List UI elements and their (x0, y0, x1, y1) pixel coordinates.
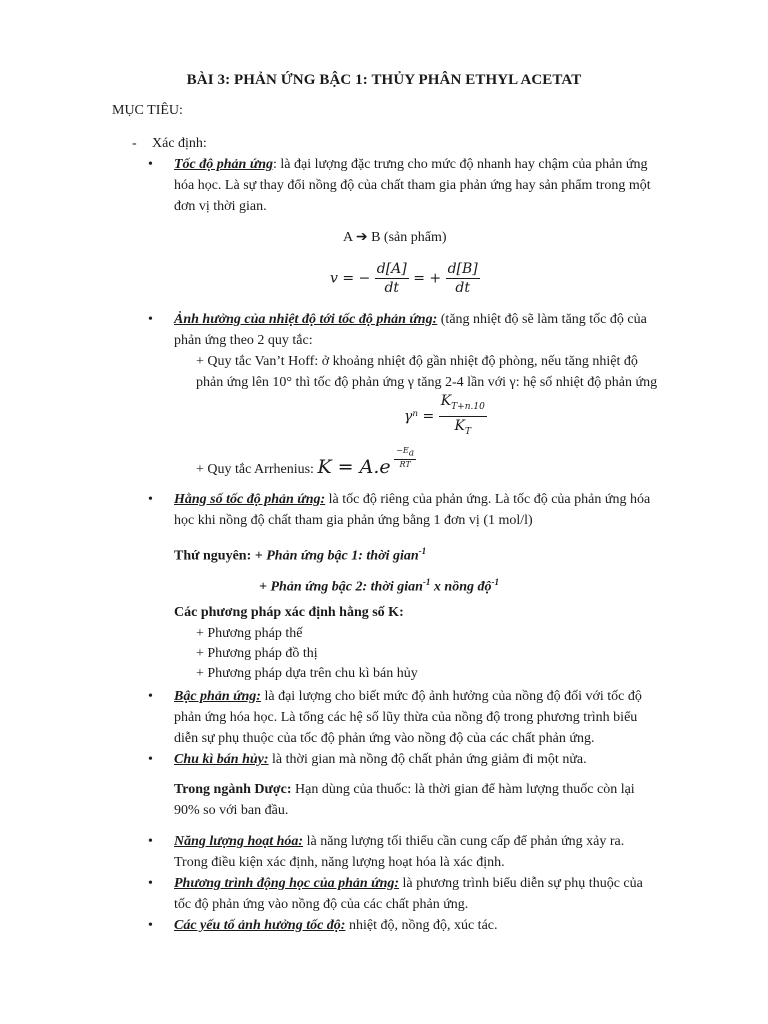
bullet-6-marker: • (148, 834, 153, 849)
bullet-2-line1 (174, 310, 647, 330)
method-item: + Phương pháp thế (196, 626, 303, 641)
pharma-line2: 90% so với ban đầu. (174, 803, 289, 818)
arrhenius-label: + Quy tắc Arrhenius: (196, 462, 314, 477)
rate-den-A: dt (384, 280, 400, 296)
dimension-line2 (259, 572, 499, 598)
gamma-den (439, 417, 487, 441)
rate-fraction-A (375, 260, 409, 297)
bullet-6-line1 (174, 832, 624, 852)
bullet-4-line2: phản ứng hóa học. Là tổng các hệ số lũy thừa của nồng độ trong phương trình biểu (174, 710, 638, 725)
bullet-1-line2: hóa học. Là sự thay đổi nồng độ của chất tham gia phản ứng hay sản phẩm trong một (174, 178, 651, 193)
gamma-equation (404, 392, 487, 441)
arrhenius-exponent (394, 446, 416, 470)
arrhenius-exp-den: RT (399, 459, 411, 469)
section-heading: MỤC TIÊU: (112, 103, 183, 118)
gamma-fraction (439, 392, 487, 441)
bullet-7-marker: • (148, 876, 153, 891)
bullet-1-marker: • (148, 157, 153, 172)
bullet-7-line1 (174, 874, 643, 894)
arrhenius-line (196, 445, 416, 482)
bullet-3-marker: • (148, 492, 153, 507)
term-rate-factors: Các yếu tố ảnh hưởng tốc độ: (174, 918, 346, 933)
term-half-life: Chu kì bán hủy: (174, 752, 269, 767)
bullet-1-line1 (174, 155, 647, 175)
pharma-label: Trong ngành Dược: (174, 782, 292, 797)
gamma-den-k: K (454, 417, 465, 434)
pharma-text1: Hạn dùng của thuốc: là thời gian để hàm lượng thuốc còn lại (291, 782, 635, 797)
bullet-4-text1: là đại lượng cho biết mức độ ảnh hưởng của nồng độ đối với tốc độ (260, 689, 642, 704)
bullet-6-text1: là năng lượng tối thiểu cần cung cấp để phản ứng xảy ra. (303, 834, 625, 849)
bullet-7-line2: tốc độ phản ứng vào nồng độ của các chất phản ứng. (174, 897, 469, 912)
bullet-5-text1: là thời gian mà nồng độ chất phản ứng giảm đi một nửa. (268, 752, 587, 767)
bullet-3-line2: học khi nồng độ chất tham gia phản ứng bằng 1 đơn vị (1 mol/l) (174, 513, 533, 528)
arrhenius-exp-e: −E (396, 445, 409, 455)
gamma-num-sub: T+n.10 (451, 401, 485, 412)
bullet-6-line2: Trong điều kiện xác định, năng lượng hoạt hóa là xác định. (174, 855, 505, 870)
dimension-line1 (174, 541, 426, 567)
dimension-order2-tail: x nồng độ (430, 579, 492, 595)
rate-num-B: d[B] (447, 261, 478, 277)
rate-eq-lhs: v = − (330, 270, 371, 287)
dimension-order2-tail-sup: -1 (491, 577, 499, 587)
methods-heading: Các phương pháp xác định hằng số K: (174, 605, 404, 620)
term-reaction-rate: Tốc độ phản ứng (174, 157, 274, 172)
dimension-order1-sup: -1 (418, 546, 427, 556)
rate-fraction-B (446, 260, 480, 297)
dimension-label: Thứ nguyên: (174, 548, 252, 564)
term-activation-energy: Năng lượng hoạt hóa: (174, 834, 304, 849)
bullet-2-text1: (tăng nhiệt độ sẽ làm tăng tốc độ của (437, 312, 647, 327)
intro-text: Xác định: (152, 136, 207, 151)
term-reaction-order: Bậc phản ứng: (174, 689, 261, 704)
bullet-1-line3: đơn vị thời gian. (174, 199, 267, 214)
arrhenius-exp-sub: a (408, 448, 415, 459)
rate-equation (330, 260, 480, 297)
method-item: + Phương pháp đồ thị (196, 646, 318, 661)
bullet-8-text1: nhiệt độ, nồng độ, xúc tác. (345, 918, 498, 933)
bullet-4-line3: diễn sự phụ thuộc của tốc độ phản ứng vào nồng độ của các chất phản ứng. (174, 731, 595, 746)
pharma-line1 (174, 780, 635, 800)
bullet-4-marker: • (148, 689, 153, 704)
term-rate-constant: Hằng số tốc độ phản ứng: (174, 492, 326, 507)
gamma-num-k: K (440, 393, 452, 409)
reaction-equation: A ➔ B (sản phẩm) (343, 230, 447, 245)
intro-dash: - (132, 136, 137, 151)
term-kinetic-equation: Phương trình động học của phản ứng: (174, 876, 400, 891)
gamma-lhs: γⁿ = (404, 408, 435, 425)
arrhenius-formula: K = A.e (317, 456, 391, 478)
rate-num-A: d[A] (376, 261, 407, 277)
dimension-order2-sup: -1 (422, 577, 431, 587)
arrhenius-exp-num (394, 446, 416, 460)
rate-den-B: dt (455, 280, 470, 296)
method-item: + Phương pháp dựa trên chu kì bán hủy (196, 666, 418, 681)
bullet-2-line2: phản ứng theo 2 quy tắc: (174, 333, 313, 348)
page-title: BÀI 3: PHẢN ỨNG BẬC 1: THỦY PHÂN ETHYL ACETAT (186, 72, 582, 88)
term-temperature-effect: Ảnh hưởng của nhiệt độ tới tốc độ phản ứng: (174, 312, 438, 327)
bullet-4-line1 (174, 687, 642, 707)
vanthoff-line1: + Quy tắc Van’t Hoff: ở khoảng nhiệt độ gần nhiệt độ phòng, nếu tăng nhiệt độ (196, 354, 638, 369)
bullet-1-text1: : là đại lượng đặc trưng cho mức độ nhanh hay chậm của phản ứng (273, 157, 648, 172)
bullet-3-line1 (174, 490, 650, 510)
bullet-5-line1 (174, 750, 587, 770)
dimension-order2: + Phản ứng bậc 2: thời gian (259, 579, 423, 595)
bullet-3-text1: là tốc độ riêng của phản ứng. Là tốc độ của phản ứng hóa (325, 492, 651, 507)
bullet-2-marker: • (148, 312, 153, 327)
bullet-8-line1 (174, 916, 498, 936)
gamma-num (439, 392, 487, 417)
gamma-den-sub: T (464, 426, 471, 437)
bullet-7-text1: là phương trình biểu diễn sự phụ thuộc của (399, 876, 643, 891)
bullet-8-marker: • (148, 918, 153, 933)
bullet-5-marker: • (148, 752, 153, 767)
dimension-order1: + Phản ứng bậc 1: thời gian (251, 548, 419, 564)
vanthoff-line2: phản ứng lên 10° thì tốc độ phản ứng γ tăng 2-4 lần với γ: hệ số nhiệt độ phản ứng (196, 375, 658, 390)
rate-eq-mid: = + (413, 270, 442, 287)
